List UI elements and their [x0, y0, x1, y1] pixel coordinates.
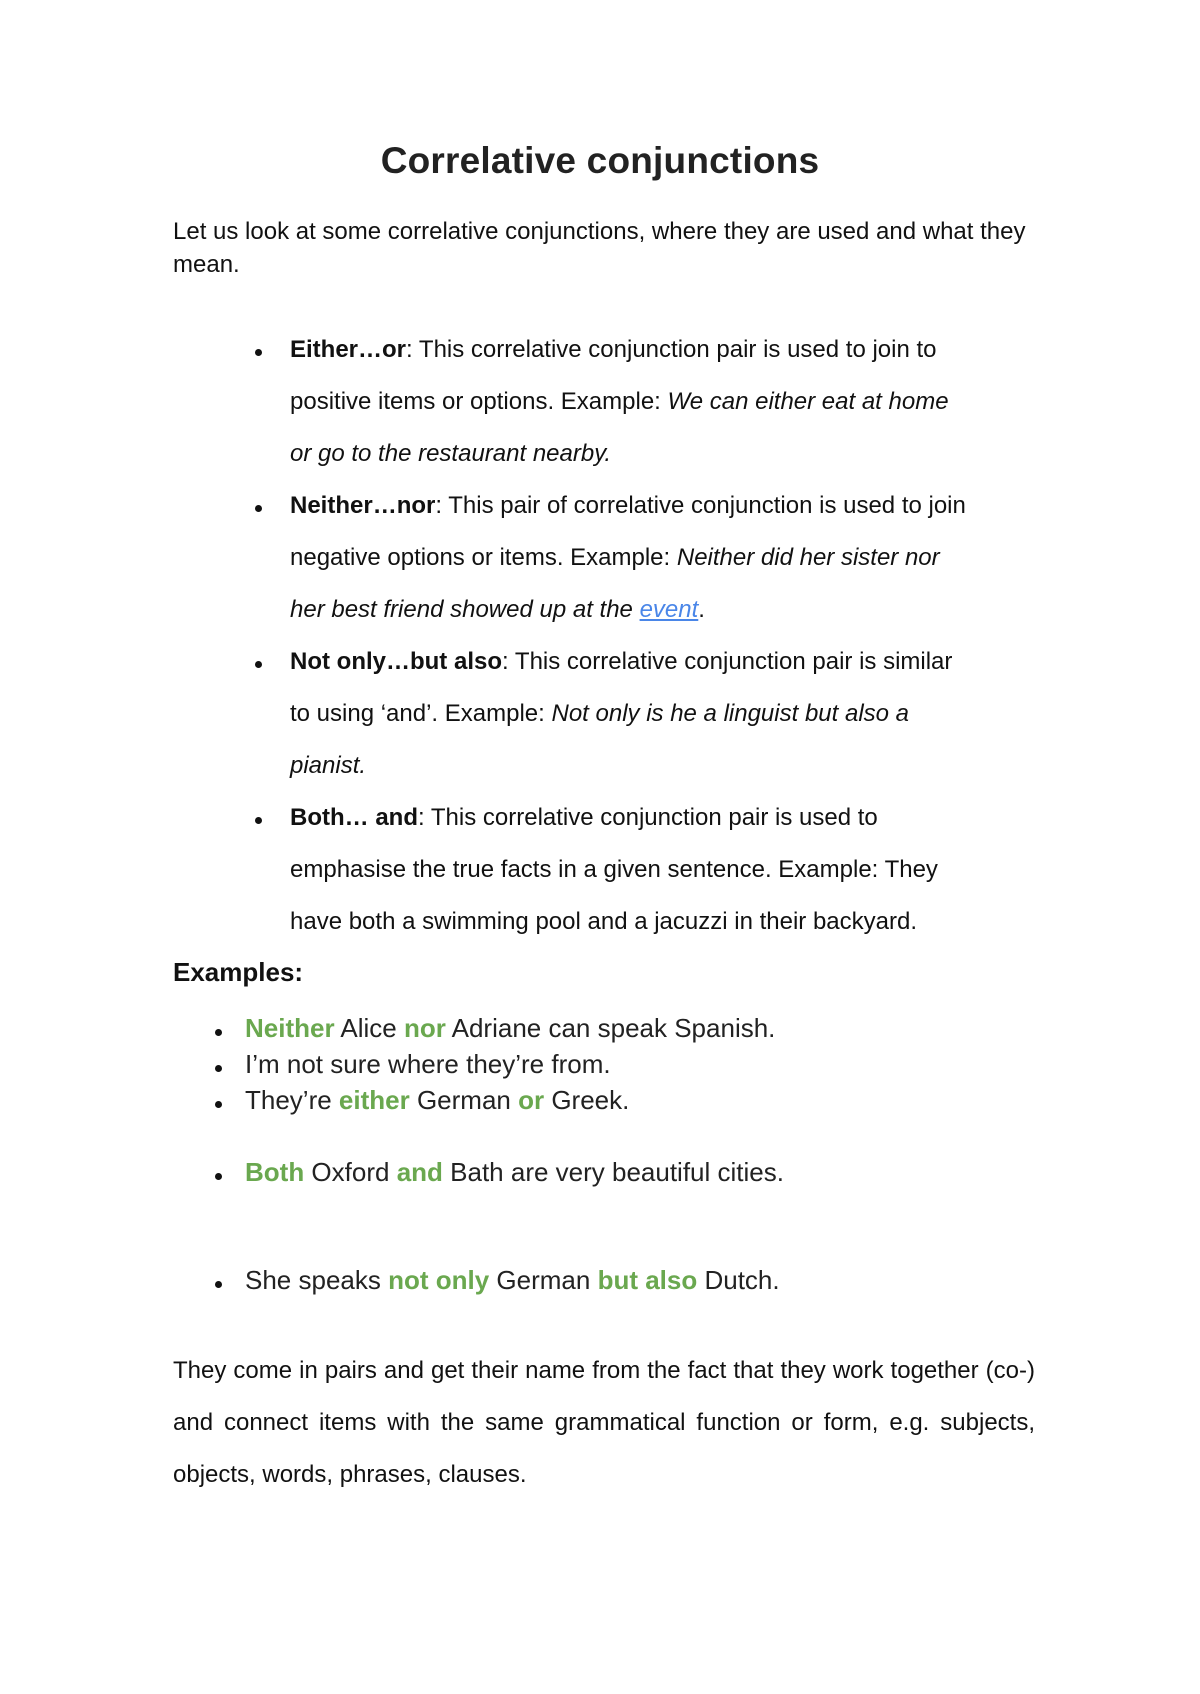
definition-text: emphasise the true facts in a given sentence. Example: They	[290, 856, 938, 883]
example-item: They’re either German or Greek.	[245, 1085, 630, 1115]
example-item: I’m not sure where they’re from.	[245, 1049, 611, 1079]
keyword: Both	[245, 1157, 305, 1187]
document-page: Correlative conjunctions Let us look at some correlative conjunctions, where they are used and what they mean. Either…or: This correlative conjunction pair is used to join to positive items or options. Example: We can either eat at home or go to the restaurant nearby. Neither…nor: This pair of correlative conjunction is used to join negative options or items. Example: Neither did her sister nor her best friend showed up at the event. Not only…but also: This correlative conjunction pair is similar to using ‘and’. Example: Not only is he a linguist but also a pianist. Both… and: This correlative conjunction pair is used to emphasise the true facts in a given sentence. Example: They have both a swimming pool and a jacuzzi in their backyard. Examples: Neither Alice nor Adriane can speak Spanish. I’m not sure where they’re from. They’re either German or Greek. Both Oxford and Bath are very beautiful cities. She speaks not only German but also Dutch. They come in pairs and get their name from the fact that they work together (co-) and connect items with the same grammatical function or form, e.g. subjects, objects, words, phrases, clauses.	[0, 0, 1200, 1694]
keyword: and	[396, 1157, 443, 1187]
example-item: Both Oxford and Bath are very beautiful cities.	[245, 1157, 784, 1187]
definition-text: have both a swimming pool and a jacuzzi in their backyard.	[290, 908, 917, 935]
definition-example: pianist.	[290, 752, 367, 779]
definition-term: Either…or	[290, 336, 407, 363]
definition-neither-nor: Neither…nor: This pair of correlative conjunction is used to join	[290, 492, 966, 519]
definition-example: Neither did her sister nor	[676, 544, 940, 571]
definition-not-only-but-also: Not only…but also: This correlative conjunction pair is similar	[290, 648, 953, 675]
definition-text: to using ‘and’. Example:	[290, 700, 552, 727]
keyword: either	[338, 1085, 410, 1115]
keyword: but also	[597, 1265, 698, 1295]
examples-heading: Examples:	[173, 957, 304, 987]
definition-text: This correlative conjunction pair is used to join to	[418, 336, 937, 363]
definition-term: Not only…but also	[290, 648, 502, 675]
bullet-icon	[255, 349, 262, 356]
bullet-icon	[215, 1101, 222, 1108]
definition-example: Not only is he a linguist but also a	[551, 700, 910, 727]
definition-text: This correlative conjunction pair is similar	[514, 648, 953, 675]
definition-text: This pair of correlative conjunction is used to join	[448, 492, 966, 519]
event-link[interactable]: event	[639, 596, 699, 623]
definition-text: This correlative conjunction pair is used to	[430, 804, 878, 831]
bullet-icon	[255, 505, 262, 512]
definition-term: Neither…nor	[290, 492, 436, 519]
definition-example: We can either eat at home	[667, 388, 949, 415]
keyword: Neither	[245, 1013, 335, 1043]
definition-example: her best friend showed up at the	[290, 596, 640, 623]
keyword: nor	[403, 1013, 446, 1043]
bullet-icon	[215, 1029, 222, 1036]
keyword: not only	[388, 1265, 490, 1295]
bullet-icon	[255, 817, 262, 824]
bullet-icon	[215, 1281, 222, 1288]
definition-text: positive items or options. Example:	[290, 388, 668, 415]
keyword: or	[518, 1085, 545, 1115]
example-item: She speaks not only German but also Dutch.	[245, 1265, 780, 1295]
intro-paragraph: Let us look at some correlative conjunctions, where they are used and what they mean.	[173, 218, 1026, 278]
bullet-icon	[215, 1173, 222, 1180]
closing-paragraph: They come in pairs and get their name from the fact that they work together (co-) and connect items with the same grammatical function or form, e.g. subjects, objects, words, phrases, clauses.	[173, 1357, 1035, 1488]
example-item: Neither Alice nor Adriane can speak Spanish.	[245, 1013, 776, 1043]
definition-either-or: Either…or: This correlative conjunction pair is used to join to	[290, 336, 937, 363]
definition-text: negative options or items. Example:	[290, 544, 677, 571]
definition-both-and: Both… and: This correlative conjunction pair is used to	[290, 804, 878, 831]
bullet-icon	[255, 661, 262, 668]
page-title: Correlative conjunctions	[380, 140, 820, 181]
definition-term: Both… and	[290, 804, 418, 831]
definition-example: or go to the restaurant nearby.	[290, 440, 612, 467]
bullet-icon	[215, 1065, 222, 1072]
